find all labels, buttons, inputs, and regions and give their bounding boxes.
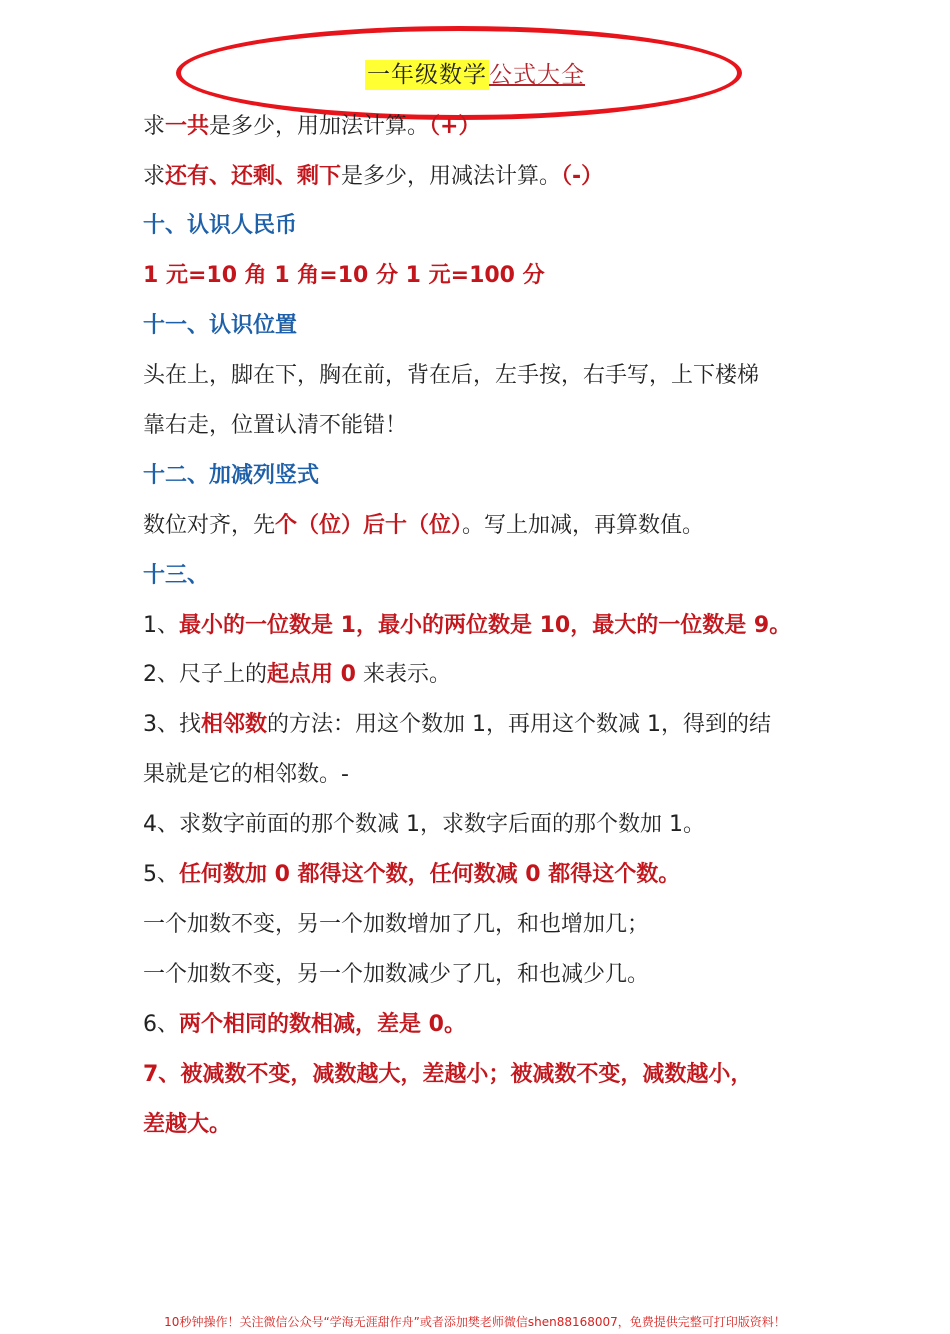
footer-note: 10秒钟操作！关注微信公众号“学海无涯甜作舟”或者添加樊老师微信shen88168007，免费提供完整可打印版资料！	[164, 1315, 786, 1329]
line-subtraction-rule: 求还有、还剩、剩下是多少，用减法计算。（-）	[143, 164, 604, 189]
list-item-3: 3、找相邻数的方法：用这个数加 1，再用这个数减 1，得到的结	[143, 712, 771, 737]
line-position-2: 靠右走，位置认清不能错！	[143, 413, 408, 438]
list-item-2: 2、尺子上的起点用 0 来表示。	[143, 662, 451, 687]
section-heading-rmb: 十、认识人民币	[143, 213, 298, 238]
line-money-units: 1 元=10 角 1 角=10 分 1 元=100 分	[143, 263, 545, 288]
line-addend-increase: 一个加数不变，另一个加数增加了几，和也增加几；	[143, 912, 650, 937]
line-addition-rule: 求一共是多少，用加法计算。（+）	[143, 114, 481, 139]
list-item-4: 4、求数字前面的那个数减 1，求数字后面的那个数加 1。	[143, 812, 705, 837]
list-item-5: 5、任何数加 0 都得这个数，任何数减 0 都得这个数。	[143, 862, 681, 887]
list-item-7: 7、被减数不变，减数越大，差越小；被减数不变，减数越小，	[143, 1062, 753, 1087]
section-heading-position: 十一、认识位置	[143, 313, 298, 338]
list-item-7-continued: 差越大。	[143, 1112, 232, 1137]
section-heading-13: 十三、	[143, 563, 210, 588]
line-position-1: 头在上，脚在下，胸在前，背在后，左手按，右手写，上下楼梯	[143, 363, 760, 388]
title-underlined: 公式大全	[489, 62, 585, 88]
section-heading-vertical-form: 十二、加减列竖式	[143, 463, 320, 488]
page-title	[0, 56, 950, 89]
line-vertical-form: 数位对齐，先个（位）后十（位）。写上加减，再算数值。	[143, 513, 705, 538]
list-item-3-continued: 果就是它的相邻数。-	[143, 762, 349, 787]
list-item-6: 6、两个相同的数相减，差是 0。	[143, 1012, 466, 1037]
list-item-1: 1、最小的一位数是 1，最小的两位数是 10，最大的一位数是 9。	[143, 613, 792, 638]
line-addend-decrease: 一个加数不变，另一个加数减少了几，和也减少几。	[143, 962, 650, 987]
title-highlighted: 一年级数学	[367, 62, 487, 88]
